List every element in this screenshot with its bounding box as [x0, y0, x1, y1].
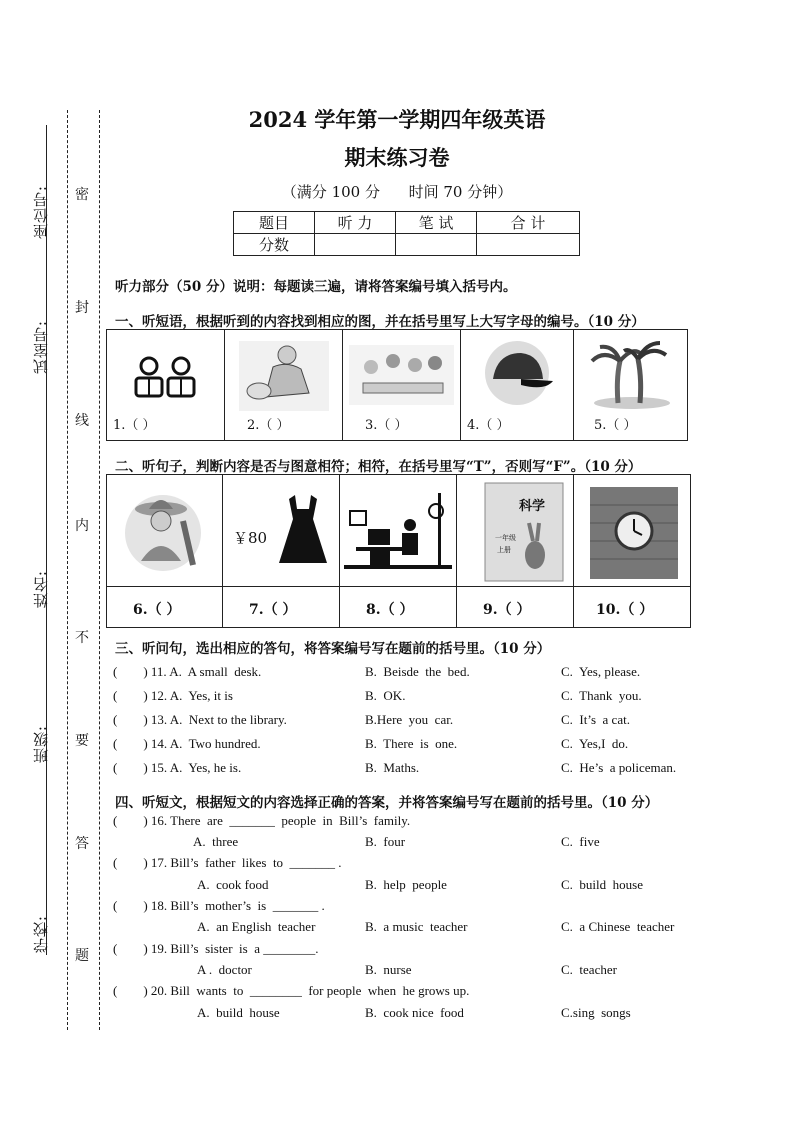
seal-char: 答 [75, 836, 89, 852]
answer-cell [107, 587, 223, 628]
picture-cell [574, 330, 688, 441]
option-b: B. cook nice food [365, 1005, 464, 1020]
answer-slot-9[interactable]: 9.（ ） [483, 602, 531, 618]
seal-char: 密 [75, 187, 89, 203]
option-b: B. Beisde the bed. [365, 664, 470, 679]
answer-slot-1[interactable]: 1.（ ） [113, 418, 156, 433]
option-b: B.Here you car. [365, 712, 454, 727]
option-b: B. help people [365, 877, 447, 892]
answer-slot-7[interactable]: 7.（ ） [249, 602, 297, 618]
option-a: A. build house [197, 1005, 280, 1020]
question-17[interactable]: ( ) 17. Bill’s father likes to _______ . [113, 855, 342, 870]
answer-cell [340, 587, 457, 628]
score-table-header: 合 计 [477, 212, 580, 234]
answer-slot-6[interactable]: 6.（ ） [133, 602, 181, 618]
option-b: B. Maths. [365, 760, 420, 775]
exam-subtitle-title: 期末练习卷 [344, 145, 450, 170]
option-c: C. Thank you. [561, 688, 642, 703]
question-20[interactable]: ( ) 20. Bill wants to ________ for people when he grows up. [113, 983, 470, 998]
option-b: B. OK. [365, 688, 406, 703]
class-label: 班级: [32, 725, 50, 764]
answer-cell [574, 587, 691, 628]
answer-slot-3[interactable]: 3.（ ） [365, 418, 408, 433]
picture-cell [340, 475, 457, 587]
answer-slot-2[interactable]: 2.（ ） [247, 418, 290, 433]
school-label: 学校: [32, 915, 50, 954]
option-c: C. a Chinese teacher [561, 919, 675, 934]
option-c: C.sing songs [561, 1005, 631, 1020]
book-volume: 上册 [497, 546, 511, 554]
dress-icon [273, 489, 333, 579]
reading-kids-icon [107, 338, 224, 418]
binding-dashed-line-1 [67, 110, 68, 1030]
question-16[interactable]: ( ) 16. There are _______ people in Bill’s family. [113, 813, 411, 828]
option-c: C. teacher [561, 962, 617, 977]
picture-cell [225, 330, 343, 441]
picture-cell [343, 330, 461, 441]
question-15[interactable]: ( ) 15. A. Yes, he is. [113, 760, 242, 775]
picture-cell [457, 475, 574, 587]
answer-slot-8[interactable]: 8.（ ） [366, 602, 414, 618]
option-c: C. build house [561, 877, 643, 892]
score-cell-total[interactable] [477, 234, 580, 256]
family-dinner-icon [343, 335, 460, 415]
picture-cell [223, 475, 340, 587]
question-13[interactable]: ( ) 13. A. Next to the library. [113, 712, 287, 727]
seal-char: 题 [75, 948, 89, 964]
part2-picture-grid [106, 474, 691, 628]
option-b: B. There is one. [365, 736, 458, 751]
option-a: A. an English teacher [197, 919, 316, 934]
part1-picture-grid [106, 329, 688, 441]
score-table-header: 听 力 [315, 212, 396, 234]
option-b: B. a music teacher [365, 919, 468, 934]
score-cell-listening[interactable] [315, 234, 396, 256]
exam-title: 2024 学年第一学期四年级英语 [248, 107, 546, 132]
option-a: A. cook food [197, 877, 269, 892]
price-tag: ￥80 [233, 529, 268, 547]
picture-cell [107, 330, 225, 441]
part4-heading: 四、听短文，根据短文的内容选择正确的答案，并将答案编号写在题前的括号里。（10 分） [115, 795, 659, 811]
binding-line-outer [46, 125, 47, 955]
science-book-icon [457, 475, 573, 585]
room-number-label: 试室号: [32, 320, 50, 375]
option-b: B. nurse [365, 962, 412, 977]
book-title: 科学 [519, 499, 546, 514]
score-table [233, 211, 580, 256]
question-11[interactable]: ( ) 11. A. A small desk. [113, 664, 262, 679]
study-desk-icon [340, 481, 456, 581]
option-b: B. four [365, 834, 406, 849]
question-14[interactable]: ( ) 14. A. Two hundred. [113, 736, 261, 751]
question-19[interactable]: ( ) 19. Bill’s sister is a ________. [113, 941, 319, 956]
option-c: C. Yes, please. [561, 664, 641, 679]
question-18[interactable]: ( ) 18. Bill’s mother’s is _______ . [113, 898, 325, 913]
picture-cell [461, 330, 574, 441]
farmer-icon [107, 481, 222, 581]
picture-cell [107, 475, 223, 587]
answer-slot-4[interactable]: 4.（ ） [467, 418, 510, 433]
elderly-person-fall-icon [225, 335, 342, 415]
palm-tree-island-icon [574, 335, 687, 415]
answer-slot-5[interactable]: 5.（ ） [594, 418, 637, 433]
question-12[interactable]: ( ) 12. A. Yes, it is [113, 688, 233, 703]
seal-char: 不 [75, 630, 89, 646]
exam-info: （满分 100 分 时间 70 分钟） [281, 183, 513, 201]
score-cell-written[interactable] [396, 234, 477, 256]
option-c: C. Yes,I do. [561, 736, 629, 751]
binding-dashed-line-2 [99, 110, 100, 1030]
seat-number-label: 座位号: [32, 185, 50, 240]
part2-heading: 二、听句子，判断内容是否与图意相符；相符，在括号里写“T”，否则写“F”。（10 分） [115, 459, 642, 475]
listening-intro: 听力部分（50 分）说明：每题读三遍，请将答案编号填入括号内。 [115, 279, 517, 295]
picture-cell [574, 475, 691, 587]
seal-char: 封 [75, 300, 89, 316]
option-c: C. It’s a cat. [561, 712, 630, 727]
seal-char: 内 [75, 518, 89, 534]
option-a: A . doctor [197, 962, 252, 977]
part1-heading: 一、听短语，根据听到的内容找到相应的图，并在括号里写上大写字母的编号。（10 分） [115, 314, 645, 330]
seal-char: 要 [75, 733, 89, 749]
seal-char: 线 [75, 413, 89, 429]
book-grade: 一年级 [495, 534, 516, 542]
student-name-label: 姓名: [32, 570, 50, 609]
option-c: C. He’s a policeman. [561, 760, 677, 775]
cap-icon [461, 335, 573, 415]
score-table-header: 题目 [234, 212, 315, 234]
score-table-header: 笔 试 [396, 212, 477, 234]
part3-heading: 三、听问句，选出相应的答句，将答案编号写在题前的括号里。（10 分） [115, 641, 551, 657]
answer-cell [223, 587, 340, 628]
score-table-row-label: 分数 [234, 234, 315, 256]
option-c: C. five [561, 834, 600, 849]
answer-slot-10[interactable]: 10.（ ） [596, 602, 654, 618]
option-a: A. three [193, 834, 239, 849]
answer-cell [457, 587, 574, 628]
wall-clock-icon [574, 475, 690, 585]
